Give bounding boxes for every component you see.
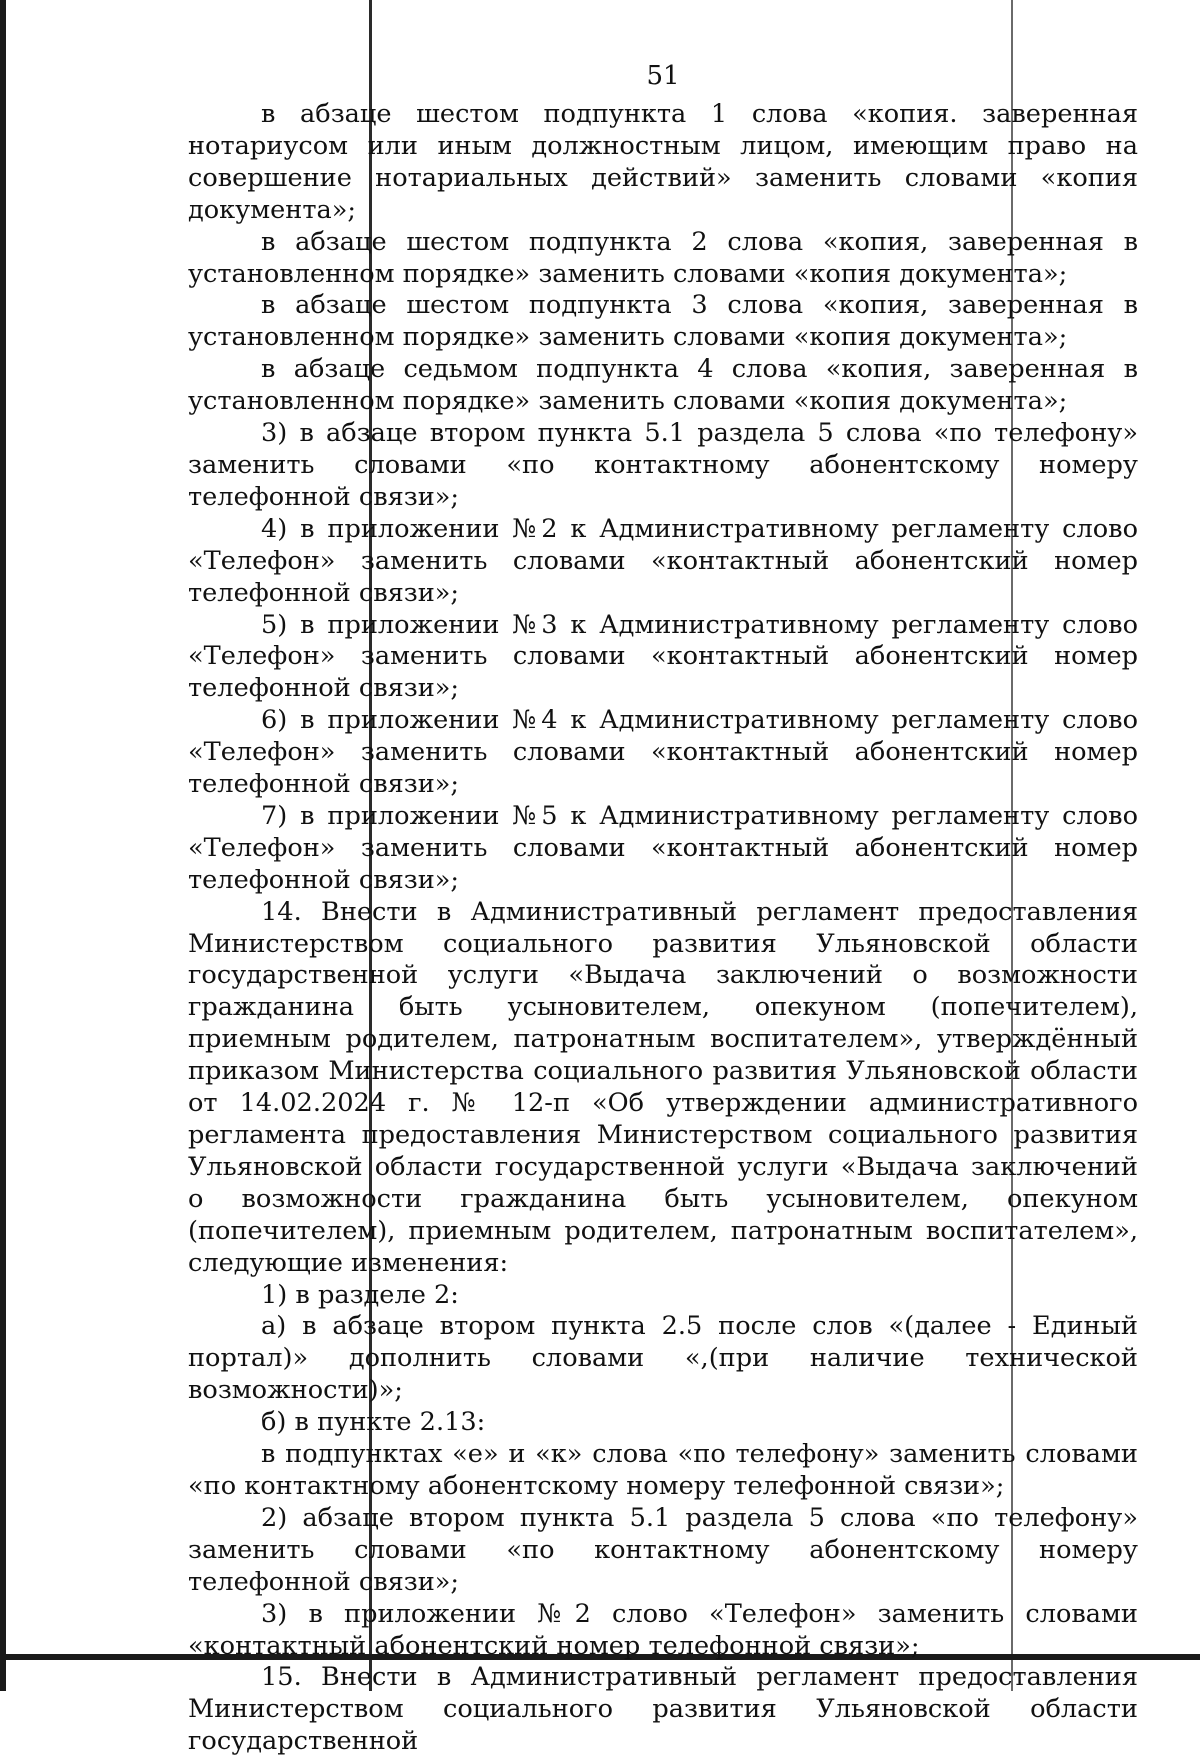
paragraph: в абзаце седьмом подпункта 4 слова «копия, заверенная в установленном порядке» заменить словами «копия документа»; [188, 354, 1138, 417]
paragraph: 14. Внести в Административный регламент предоставления Министерством социального развития Ульяновской области государственной услуги «Выдача заключений о возможности гражданина быть усыновителем, опекуном (попечителем), приемным родителем, патронатным воспитателем», утверждённый приказом Министерства социального развития Ульяновской области от 14.02.2024 г. № 12-п «Об утверждении административного регламента предоставления Министерством социального развития Ульяновской области государственной услуги «Выдача заключений о возможности гражданина быть усыновителем, опекуном (попечителем), приемным родителем, патронатным воспитателем», следующие изменения: [188, 896, 1138, 1278]
paragraph: 4) в приложении №2 к Административному регламенту слово «Телефон» заменить словами «контактный абонентский номер телефонной связи»; [188, 513, 1138, 608]
scan-edge-left [0, 0, 6, 1691]
paragraph: в абзаце шестом подпункта 2 слова «копия, заверенная в установленном порядке» заменить словами «копия документа»; [188, 226, 1138, 289]
paragraph: 5) в приложении №3 к Административному регламенту слово «Телефон» заменить словами «контактный абонентский номер телефонной связи»; [188, 609, 1138, 704]
paragraph: б) в пункте 2.13: [261, 1407, 486, 1438]
paragraph: 15. Внести в Административный регламент предоставления Министерством социального развития Ульяновской области государственной [188, 1662, 1138, 1757]
paragraph: 7) в приложении №5 к Административному регламенту слово «Телефон» заменить словами «контактный абонентский номер телефонной связи»; [188, 800, 1138, 895]
paragraph: 3) в приложении №2 слово «Телефон» заменить словами «контактный абонентский номер телефонной связи»; [188, 1598, 1138, 1661]
page-number: 51 [646, 61, 680, 91]
paragraph: 1) в разделе 2: [261, 1279, 459, 1310]
paragraph: в подпунктах «е» и «к» слова «по телефону» заменить словами «по контактному абонентскому номеру телефонной связи»; [188, 1439, 1138, 1501]
paragraph: 6) в приложении №4 к Административному регламенту слово «Телефон» заменить словами «контактный абонентский номер телефонной связи»; [188, 705, 1138, 800]
paragraph: а) в абзаце втором пункта 2.5 после слов «(далее - Единый портал)» дополнить словами «,(при наличие технической возможности)»; [188, 1311, 1138, 1406]
document-body [188, 99, 1138, 1758]
paragraph: в абзаце шестом подпункта 3 слова «копия, заверенная в установленном порядке» заменить словами «копия документа»; [188, 290, 1138, 353]
paragraph: в абзаце шестом подпункта 1 слова «копия. заверенная нотариусом или иным должностным лицом, имеющим право на совершение нотариальных действий» заменить словами «копия документа»; [188, 99, 1138, 225]
paragraph: 2) абзаце втором пункта 5.1 раздела 5 слова «по телефону» заменить словами «по контактному абонентскому номеру телефонной связи»; [188, 1502, 1138, 1597]
paragraph: 3) в абзаце втором пункта 5.1 раздела 5 слова «по телефону» заменить словами «по контактному абонентскому номеру телефонной связи»; [188, 418, 1138, 512]
